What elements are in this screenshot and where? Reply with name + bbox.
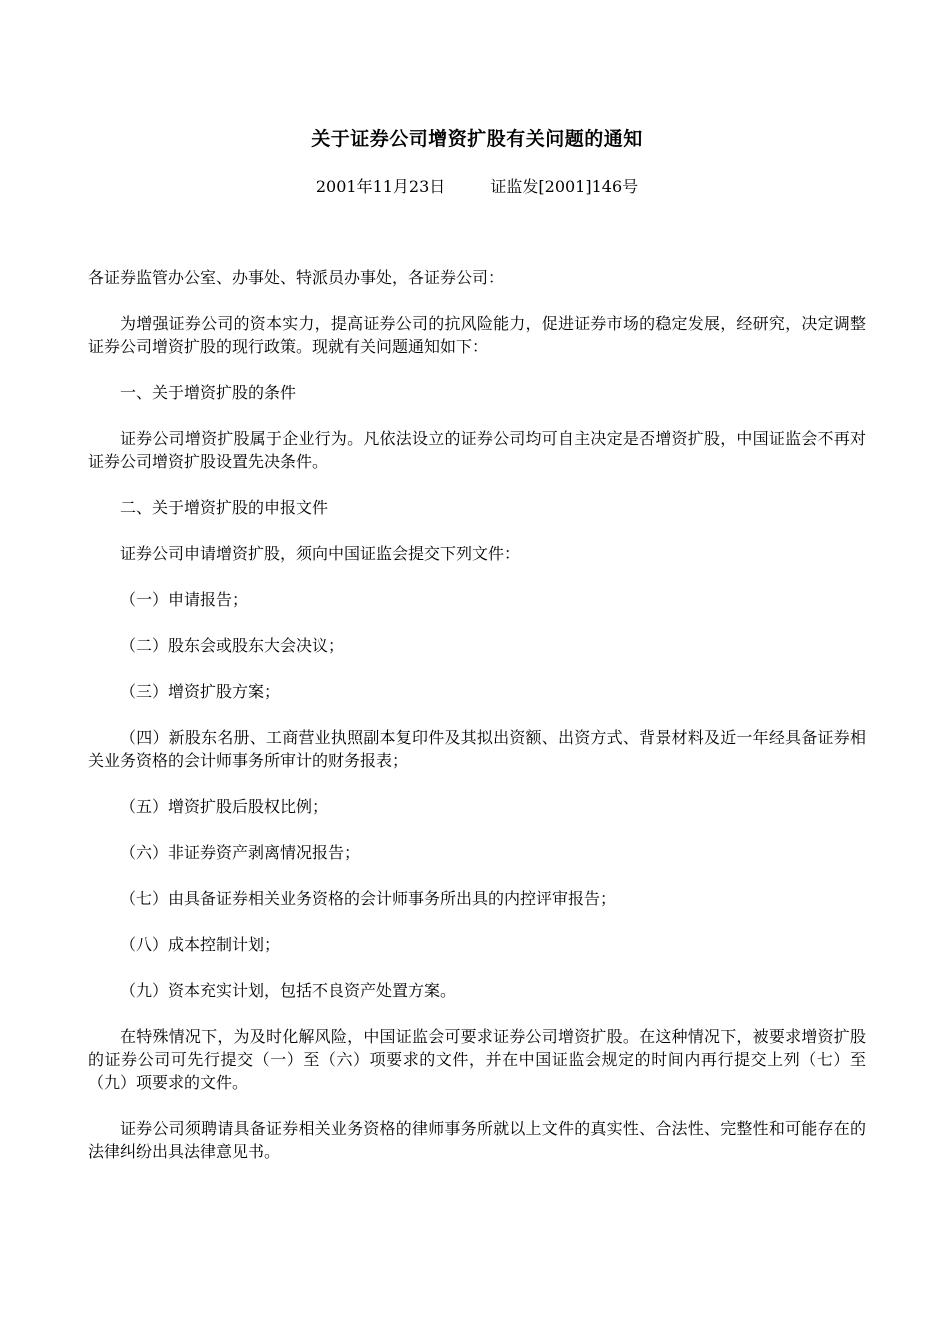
- intro-paragraph: 为增强证券公司的资本实力，提高证券公司的抗风险能力，促进证券市场的稳定发展，经研究，决定调整证券公司增资扩股的现行政策。现就有关问题通知如下：: [88, 314, 866, 356]
- section-heading-filing-documents: 二、关于增资扩股的申报文件: [120, 498, 329, 517]
- document-number: 证监发[2001]146号: [490, 177, 639, 196]
- list-item: （一）申请报告；: [120, 590, 249, 609]
- document-title: 关于证券公司增资扩股有关问题的通知: [311, 128, 643, 150]
- list-item: （四）新股东名册、工商营业执照副本复印件及其拟出资额、出资方式、背景材料及近一年经具备证券相关业务资格的会计师事务所审计的财务报表；: [88, 728, 866, 770]
- section-paragraph-conditions: 证券公司增资扩股属于企业行为。凡依法设立的证券公司均可自主决定是否增资扩股，中国证监会不再对证券公司增资扩股设置先决条件。: [88, 429, 866, 471]
- document-meta: [88, 174, 866, 197]
- list-item: （二）股东会或股东大会决议；: [120, 636, 345, 655]
- list-item: （五）增资扩股后股权比例；: [120, 797, 329, 816]
- document-date: 2001年11月23日: [315, 177, 446, 196]
- list-item: （九）资本充实计划，包括不良资产处置方案。: [120, 981, 457, 1000]
- section-heading-conditions: 一、关于增资扩股的条件: [120, 383, 297, 402]
- list-item: （八）成本控制计划；: [120, 935, 281, 954]
- section-paragraph-filing-documents: 证券公司申请增资扩股，须向中国证监会提交下列文件：: [120, 544, 521, 563]
- document-body: [88, 266, 866, 1186]
- special-case-paragraph: 在特殊情况下，为及时化解风险，中国证监会可要求证券公司增资扩股。在这种情况下，被要求增资扩股的证券公司可先行提交（一）至（六）项要求的文件，并在中国证监会规定的时间内再行提交上列（七）至（九）项要求的文件。: [88, 1027, 866, 1092]
- lawyer-opinion-paragraph: 证券公司须聘请具备证券相关业务资格的律师事务所就以上文件的真实性、合法性、完整性和可能存在的法律纠纷出具法律意见书。: [88, 1119, 866, 1161]
- list-item: （七）由具备证券相关业务资格的会计师事务所出具的内控评审报告；: [120, 889, 617, 908]
- list-item: （六）非证券资产剥离情况报告；: [120, 843, 361, 862]
- salutation: 各证券监管办公室、办事处、特派员办事处，各证券公司：: [88, 268, 505, 287]
- list-item: （三）增资扩股方案；: [120, 682, 281, 701]
